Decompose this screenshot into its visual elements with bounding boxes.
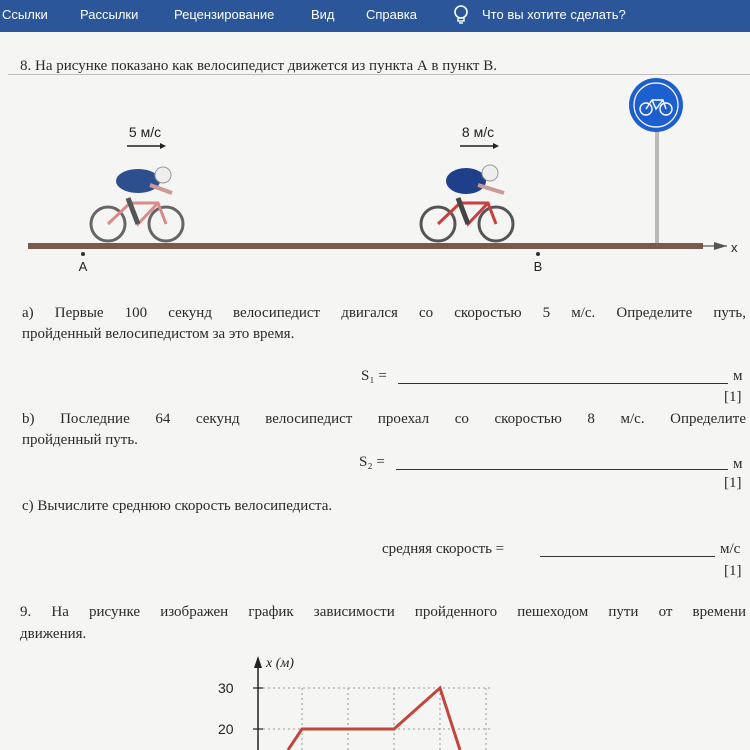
y-axis-arrow: [254, 656, 262, 668]
lightbulb-icon[interactable]: [452, 4, 470, 26]
arrow-head-b: [493, 143, 499, 149]
s1-unit: м: [733, 368, 743, 384]
point-b-dot: [536, 252, 540, 256]
s1-answer-field[interactable]: [398, 383, 728, 384]
y-tick-20: 20: [218, 721, 234, 737]
s1-mark: [1]: [724, 389, 742, 405]
tab-view[interactable]: Вид: [311, 7, 335, 22]
s2-unit: м: [733, 456, 743, 472]
arrow-head-a: [160, 143, 166, 149]
point-a-dot: [81, 252, 85, 256]
tab-mailings[interactable]: Рассылки: [80, 7, 139, 22]
avg-speed-unit: м/с: [720, 541, 741, 557]
q9-text-line1: 9. На рисунке изображен график зависимости пройденного пешеходом пути от времени: [20, 604, 746, 620]
part-a-text-line2: пройденный велосипедистом за это время.: [22, 326, 295, 342]
y-axis-label: x (м): [266, 656, 294, 671]
distance-time-graph: [200, 650, 520, 750]
y-tick-30: 30: [218, 680, 234, 696]
speed-label-a: 5 м/с: [128, 124, 162, 140]
s1-label: S₁ =: [361, 368, 387, 384]
avg-speed-mark: [1]: [724, 563, 742, 579]
part-a-text-line1: а) Первые 100 секунд велосипедист двигался со скоростью 5 м/с. Определите путь,: [22, 305, 746, 321]
tell-me-search[interactable]: Что вы хотите сделать?: [482, 7, 626, 22]
q9-text-line2: движения.: [20, 626, 87, 642]
road-line: [28, 243, 703, 249]
tab-review[interactable]: Рецензирование: [174, 7, 275, 22]
tab-links[interactable]: Ссылки: [2, 7, 48, 22]
cyclist-icon: [91, 167, 183, 241]
x-axis-arrow-head: [714, 242, 727, 250]
x-axis-label: x: [731, 240, 738, 255]
cyclist-icon: [421, 165, 513, 241]
graph-line: [288, 688, 460, 750]
part-b-text-line1: b) Последние 64 секунд велосипедист проехал со скоростью 8 м/с. Определите: [22, 411, 746, 427]
tab-help[interactable]: Справка: [366, 7, 417, 22]
q8-title: 8. На рисунке показано как велосипедист движется из пункта А в пункт В.: [20, 58, 497, 74]
s2-label: S₂ =: [359, 454, 385, 470]
s2-answer-field[interactable]: [396, 469, 728, 470]
part-b-text-line2: пройденный путь.: [22, 432, 138, 448]
avg-speed-answer-field[interactable]: [540, 556, 715, 557]
avg-speed-label: средняя скорость =: [382, 541, 505, 557]
cyclist-figure: [0, 75, 750, 275]
point-b-label: B: [533, 259, 543, 274]
ribbon-bar: [0, 0, 750, 32]
s2-mark: [1]: [724, 475, 742, 491]
bicycle-road-sign-icon: [629, 78, 683, 245]
point-a-label: A: [78, 259, 88, 274]
part-c-text: c) Вычислите среднюю скорость велосипедиста.: [22, 498, 333, 514]
speed-label-b: 8 м/с: [461, 124, 495, 140]
